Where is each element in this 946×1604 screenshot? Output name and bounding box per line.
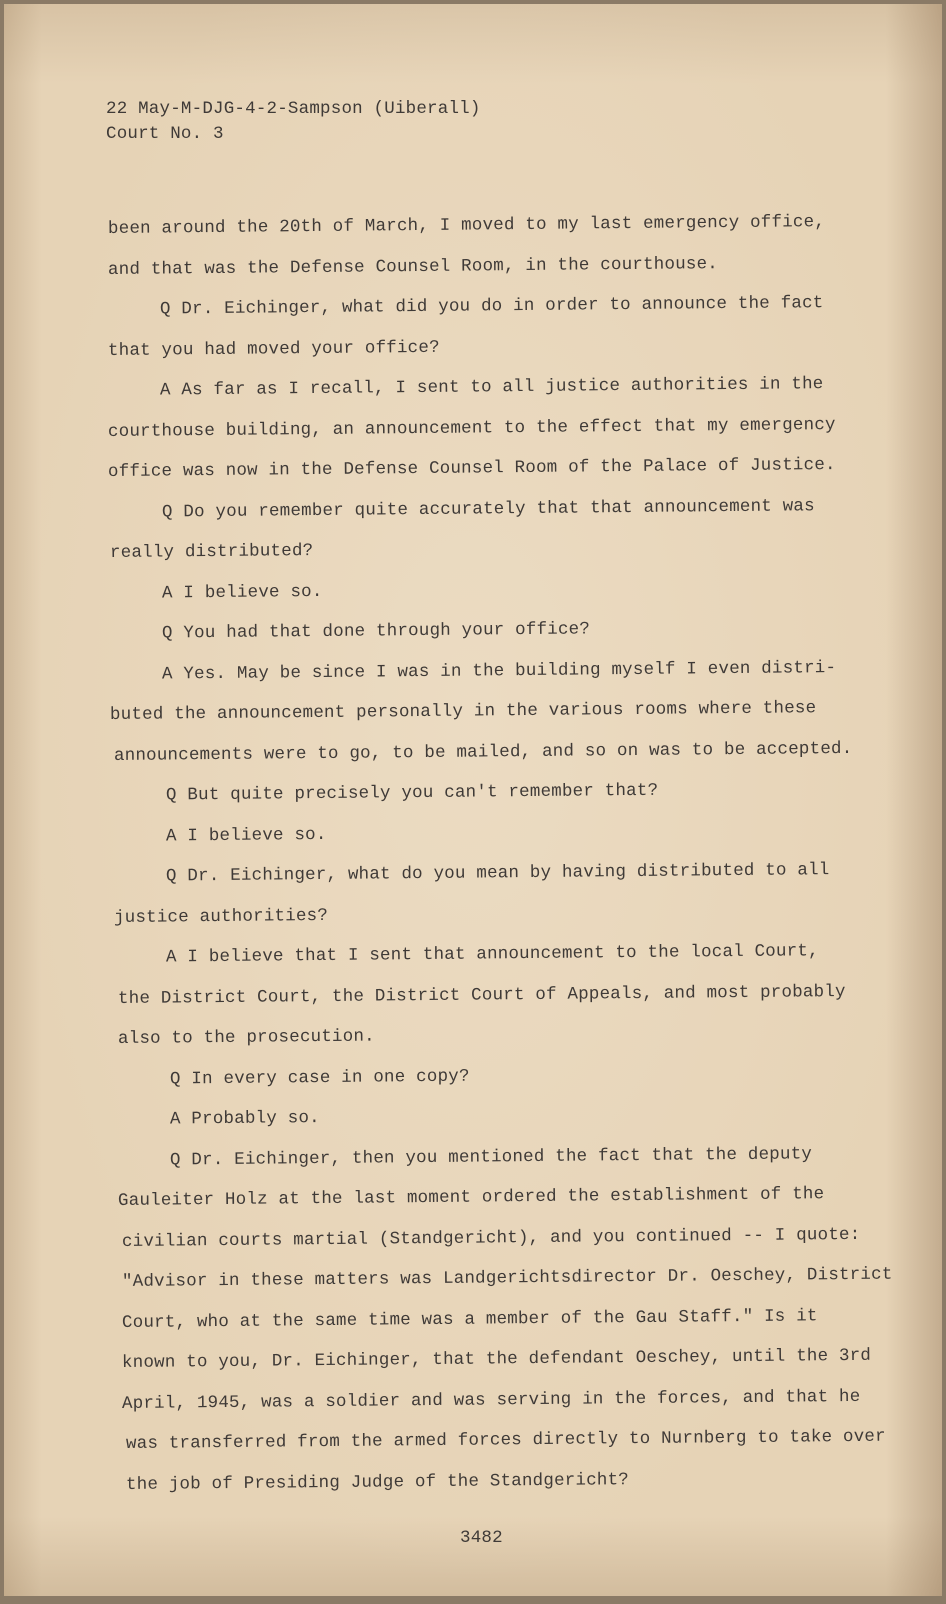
transcript-line: A Yes. May be since I was in the building myself I even distri- bbox=[161, 657, 837, 685]
transcript-line: announcements were to go, to be mailed, and so on was to be accepted. bbox=[113, 738, 853, 766]
transcript-line: buted the announcement personally in the various rooms where these bbox=[109, 698, 817, 725]
transcript-line: A Probably so. bbox=[169, 1108, 320, 1130]
transcript-line: Q Dr. Eichinger, what do you mean by having distributed to all bbox=[165, 860, 830, 887]
transcript-line: Q You had that done through your office? bbox=[161, 619, 591, 644]
transcript-line: "Advisor in these matters was Landgerichtsdirector Dr. Oeschey, District bbox=[121, 1264, 893, 1292]
transcript-line: A As far as I recall, I sent to all justice authorities in the bbox=[159, 374, 824, 401]
transcript-line: Q Dr. Eichinger, then you mentioned the fact that the deputy bbox=[169, 1143, 813, 1171]
transcript-line: the job of Presiding Judge of the Standgericht? bbox=[125, 1469, 630, 1495]
transcript-line: that you had moved your office? bbox=[107, 337, 440, 361]
transcript-line: was transferred from the armed forces directly to Nurnberg to take over bbox=[125, 1426, 886, 1454]
transcript-line: courthouse building, an announcement to the effect that my emergency bbox=[107, 414, 836, 442]
page-number: 3482 bbox=[460, 1528, 503, 1548]
document-page bbox=[4, 4, 942, 1596]
document-header bbox=[106, 97, 481, 147]
transcript-line: known to you, Dr. Eichinger, that the defendant Oeschey, until the 3rd bbox=[121, 1345, 872, 1373]
transcript-line: and that was the Defense Counsel Room, in the courthouse. bbox=[107, 253, 719, 280]
transcript-line: Q Dr. Eichinger, what did you do in order to announce the fact bbox=[159, 293, 824, 320]
transcript-line: Q Do you remember quite accurately that that announcement was bbox=[161, 495, 815, 523]
transcript-line: really distributed? bbox=[109, 541, 314, 563]
transcript-body bbox=[107, 209, 893, 1505]
transcript-line: Gauleiter Holz at the last moment ordered the establishment of the bbox=[117, 1184, 825, 1211]
transcript-line: office was now in the Defense Counsel Room of the Palace of Justice. bbox=[107, 455, 836, 482]
transcript-line: Q In every case in one copy? bbox=[169, 1066, 470, 1090]
transcript-line: April, 1945, was a soldier and was serving in the forces, and that he bbox=[121, 1386, 861, 1414]
header-court: Court No. 3 bbox=[106, 124, 224, 144]
transcript-line: been around the 20th of March, I moved to my last emergency office, bbox=[107, 212, 826, 239]
transcript-line: A I believe so. bbox=[165, 824, 327, 847]
transcript-line: justice authorities? bbox=[113, 905, 329, 928]
transcript-line: the District Court, the District Court of Appeals, and most probably bbox=[117, 981, 846, 1009]
transcript-line: Court, who at the same time was a member of the Gau Staff." Is it bbox=[121, 1305, 818, 1333]
transcript-line: Q But quite precisely you can't remember that? bbox=[165, 780, 659, 806]
transcript-line: A I believe that I sent that announcement to the local Court, bbox=[165, 941, 819, 968]
transcript-line: also to the prosecution. bbox=[117, 1026, 375, 1049]
transcript-line: civilian courts martial (Standgericht), and you continued -- I quote: bbox=[121, 1224, 861, 1252]
header-reference: 22 May-M-DJG-4-2-Sampson (Uiberall) bbox=[106, 99, 481, 119]
transcript-line: A I believe so. bbox=[161, 581, 323, 604]
